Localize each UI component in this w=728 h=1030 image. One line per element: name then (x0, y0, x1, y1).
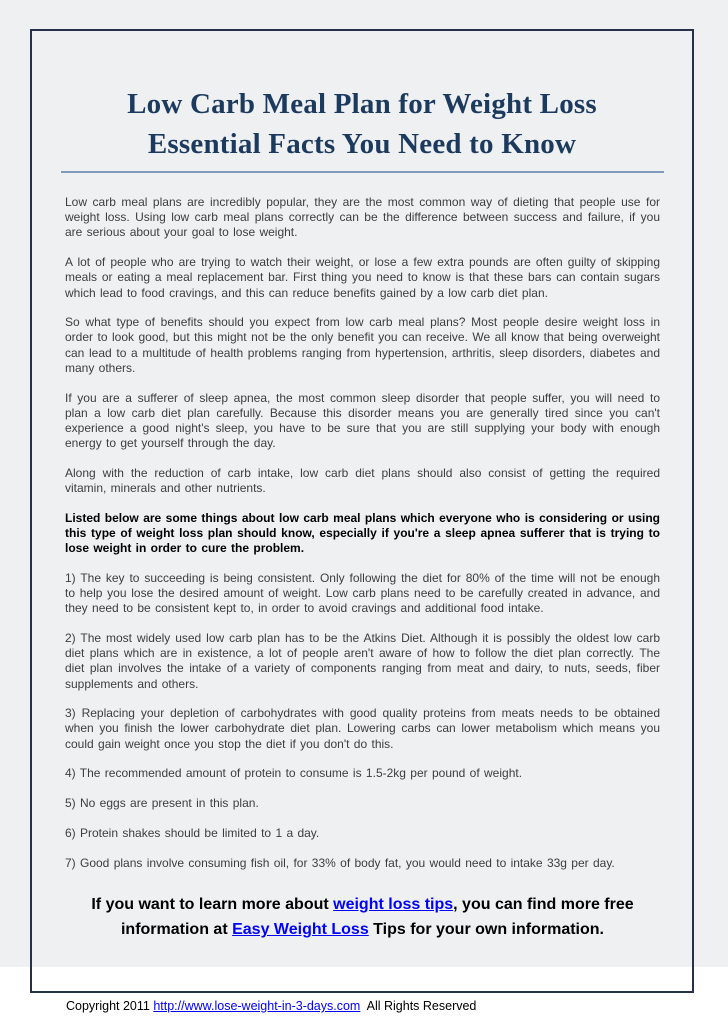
cta-text (73, 892, 652, 943)
numbered-point-4: 4) The recommended amount of protein to consume is 1.5-2kg per pound of weight. (65, 766, 523, 781)
intro-paragraph-1: Low carb meal plans are incredibly popular, they are the most common way of dieting that people use for weight loss. Using low carb meal plans correctly can be the difference between success and failure, if you are serious about your goal to lose weight. (65, 195, 660, 240)
easy-weight-loss-link[interactable]: Easy Weight Loss (232, 921, 369, 939)
footer-site-link[interactable]: http://www.lose-weight-in-3-days.com (153, 999, 361, 1013)
article-body (32, 173, 692, 943)
numbered-point-3: 3) Replacing your depletion of carbohydrates with good quality proteins from meats needs to be obtained when you finish the lower carbohydrate diet plan. Lowering carbs can lower metabolism which means you could gain weight once you stop the diet if you don't do this. (65, 706, 660, 751)
page-title-line-1: Low Carb Meal Plan for Weight Loss (127, 88, 597, 120)
footer-copyright (66, 999, 476, 1013)
rights-reserved-text: All Rights Reserved (360, 999, 477, 1013)
page-title (50, 84, 674, 164)
numbered-point-2: 2) The most widely used low carb plan has to be the Atkins Diet. Although it is possibly the oldest low carb diet plans which are in existence, a lot of people aren't aware of how to follow the diet plan correctly. The diet plan involves the intake of a variety of components ranging from meat and dairy, to nuts, seeds, fiber supplements and others. (65, 630, 660, 691)
copyright-text: Copyright 2011 (66, 999, 154, 1013)
cta-post-text: Tips for your own information. (368, 921, 604, 939)
page-title-line-2: Essential Facts You Need to Know (147, 128, 577, 160)
cta-mid-text: , you can find more free information at (120, 895, 634, 939)
cta-pre-text: If you want to learn more about (91, 895, 334, 913)
sleep-apnea-paragraph: If you are a sufferer of sleep apnea, the most common sleep disorder that people suffer, you will need to plan a low carb diet plan carefully. Because this disorder means you are generally tired since you can't experience a good night's sleep, you have to be sure that you are still supplying your body with enough energy to get yourself through the day. (65, 390, 660, 451)
nutrients-paragraph: Along with the reduction of carb intake, low carb diet plans should also consist of getting the required vitamin, minerals and other nutrients. (65, 465, 660, 496)
intro-paragraph-2: A lot of people who are trying to watch their weight, or lose a few extra pounds are often guilty of skipping meals or eating a meal replacement bar. First thing you need to know is that these bars can contain sugars which lead to food cravings, and this can reduce benefits gained by a low carb diet plan. (65, 255, 660, 300)
numbered-point-1: 1) The key to succeeding is being consistent. Only following the diet for 80% of the time will not be enough to help you lose the desired amount of weight. Low carb plans need to be carefully created in advance, and they need to be consistent kept to, in order to avoid cravings and additional food intake. (65, 570, 660, 616)
content-frame (30, 29, 694, 993)
numbered-point-7: 7) Good plans involve consuming fish oil, for 33% of body fat, you would need to intake 33g per day. (65, 855, 615, 870)
benefits-paragraph: So what type of benefits should you expect from low carb meal plans? Most people desire weight loss in order to look good, but this might not be the only benefit you can receive. We all know that being overweight can lead to a multitude of health problems ranging from hypertension, arthritis, sleep disorders, diabetes and many others. (65, 315, 660, 375)
numbered-point-6: 6) Protein shakes should be limited to 1 a day. (65, 825, 320, 840)
numbered-point-5: 5) No eggs are present in this plan. (65, 796, 259, 811)
weight-loss-tips-link[interactable]: weight loss tips (333, 895, 454, 913)
emphasis-paragraph: Listed below are some things about low carb meal plans which everyone who is considering or using this type of weight loss plan should know, especially if you're a sleep apnea sufferer that is trying to lose weight in order to cure the problem. (65, 510, 660, 556)
